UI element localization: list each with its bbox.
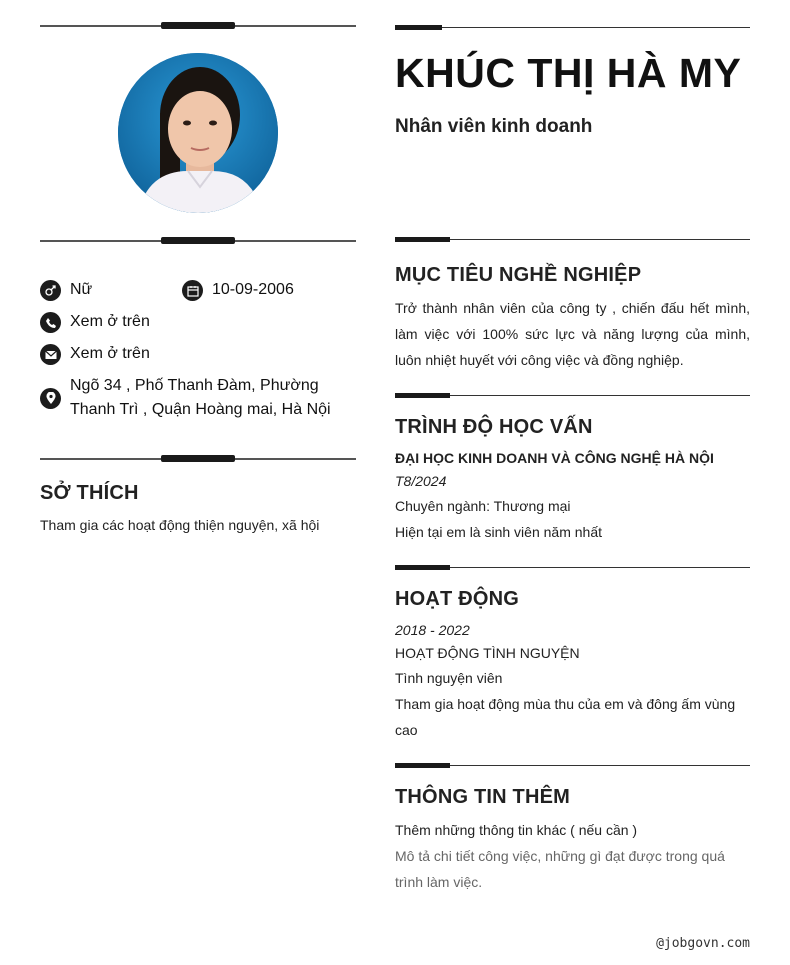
- activity-position: Tình nguyện viên: [395, 670, 503, 686]
- school-name: ĐẠI HỌC KINH DOANH VÀ CÔNG NGHỆ HÀ NỘI: [395, 450, 714, 466]
- objective-text: Trở thành nhân viên của công ty , chiến đấu hết mình, làm việc với 100% sức lực và năng lượng của mình, luôn nhiệt huyết với công việc và đồng nghiệp.: [395, 300, 750, 368]
- objective-title: MỤC TIÊU NGHỀ NGHIỆP: [395, 264, 642, 286]
- education-major: Chuyên ngành: Thương mại: [395, 498, 571, 514]
- additional-line2: Mô tả chi tiết công việc, những gì đạt được trong quá trình làm việc.: [395, 848, 725, 890]
- gender-value: Nữ: [70, 281, 93, 298]
- education-status: Hiện tại em là sinh viên năm nhất: [395, 524, 602, 540]
- additional-line1: Thêm những thông tin khác ( nếu cần ): [395, 822, 638, 838]
- additional-title: THÔNG TIN THÊM: [395, 786, 571, 808]
- footer-watermark: @jobgovn.com: [656, 936, 750, 951]
- divider: [40, 237, 356, 245]
- avatar: [118, 53, 278, 213]
- activities-title: HOẠT ĐỘNG: [395, 588, 520, 610]
- candidate-name: KHÚC THỊ HÀ MY: [395, 50, 742, 96]
- divider: [40, 22, 356, 30]
- profile-photo: [118, 53, 278, 213]
- phone-icon: [40, 312, 61, 333]
- phone-value: Xem ở trên: [70, 313, 150, 330]
- divider: [395, 763, 750, 769]
- birthdate-value: 10-09-2006: [212, 281, 294, 298]
- mail-icon: [40, 344, 61, 365]
- hobbies-text: Tham gia các hoạt động thiện nguyện, xã hội: [40, 517, 320, 533]
- divider: [395, 25, 750, 31]
- hobbies-title: SỞ THÍCH: [40, 482, 139, 504]
- gender-icon: [40, 280, 61, 301]
- email-value: Xem ở trên: [70, 345, 150, 362]
- activity-desc: Tham gia hoạt động mùa thu của em và đông ấm vùng cao: [395, 696, 736, 738]
- calendar-icon: [182, 280, 203, 301]
- education-title: TRÌNH ĐỘ HỌC VẤN: [395, 416, 593, 438]
- candidate-role: Nhân viên kinh doanh: [395, 116, 593, 137]
- divider: [395, 565, 750, 571]
- activity-period: 2018 - 2022: [395, 622, 470, 638]
- divider: [395, 393, 750, 399]
- divider: [40, 455, 356, 463]
- divider: [395, 237, 750, 243]
- location-pin-icon: [40, 388, 61, 409]
- education-date: T8/2024: [395, 473, 447, 489]
- address-value: Ngõ 34 , Phố Thanh Đàm, Phường Thanh Trì , Quận Hoàng mai, Hà Nội: [70, 377, 331, 418]
- activity-org: HOẠT ĐỘNG TÌNH NGUYỆN: [395, 645, 580, 661]
